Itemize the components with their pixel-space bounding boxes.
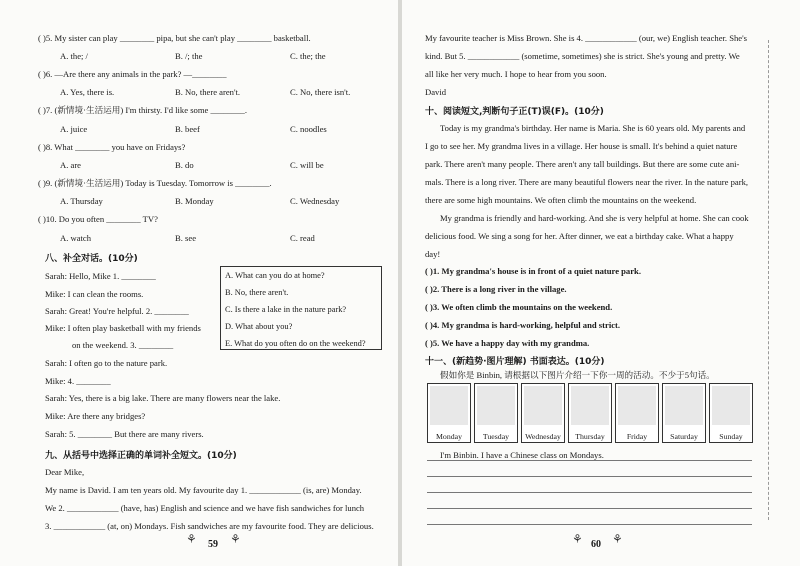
judge-statement: ( )2. There is a long river in the village. xyxy=(425,284,567,294)
question-7: ( )7. (新情境·生活运用) I'm thirsty. I'd like some ________. xyxy=(38,105,248,115)
q7-option-a: A. juice xyxy=(60,124,88,134)
day-label: Monday xyxy=(436,432,462,441)
box-option: D. What about you? xyxy=(225,322,293,331)
activity-image xyxy=(571,386,609,425)
activity-image xyxy=(430,386,468,425)
dialog-line: Mike: 4. ________ xyxy=(45,376,111,386)
q6-option-b: B. No, there aren't. xyxy=(175,87,241,97)
day-picture xyxy=(615,383,659,443)
activity-image xyxy=(712,386,750,425)
day-picture xyxy=(427,383,471,443)
activity-image xyxy=(665,386,703,425)
writing-line[interactable] xyxy=(427,476,752,477)
judge-statement: ( )4. My grandma is hard-working, helpful and strict. xyxy=(425,320,621,330)
day-label: Thursday xyxy=(575,432,605,441)
judge-statement: ( )1. My grandma's house is in front of a quiet nature park. xyxy=(425,266,641,276)
writing-line[interactable] xyxy=(427,524,752,525)
day-picture xyxy=(568,383,612,443)
writing-starter: I'm Binbin. I have a Chinese class on Mondays. xyxy=(440,450,604,460)
section-11-heading: 十一、(新趋势·图片理解) 书面表达。(10分) xyxy=(425,357,605,367)
q8-option-a: A. are xyxy=(60,160,81,170)
right-page xyxy=(402,0,800,566)
activity-image xyxy=(524,386,562,425)
question-5: ( )5. My sister can play ________ pipa, but she can't play ________ basketball. xyxy=(38,33,311,43)
day-picture xyxy=(474,383,518,443)
q6-option-c: C. No, there isn't. xyxy=(290,87,351,97)
passage-line: all like her very much. I hope to hear from you soon. xyxy=(425,69,607,79)
day-label: Tuesday xyxy=(482,432,510,441)
q9-option-b: B. Monday xyxy=(175,196,214,206)
dialog-line: Sarah: Great! You're helpful. 2. ________ xyxy=(45,306,189,316)
passage-line: kind. But 5. ____________ (sometime, sometimes) she is strict. She's young and pretty. We xyxy=(425,51,740,61)
activity-image xyxy=(477,386,515,425)
passage-line: 3. ____________ (at, on) Mondays. Fish sandwiches are my favourite food. They are delicious. xyxy=(45,521,374,531)
dialog-line: Mike: I can clean the rooms. xyxy=(45,289,144,299)
q7-option-c: C. noodles xyxy=(290,124,327,134)
q5-option-c: C. the; the xyxy=(290,51,326,61)
day-label: Wednesday xyxy=(525,432,561,441)
q5-option-b: B. /; the xyxy=(175,51,203,61)
day-label: Friday xyxy=(626,432,648,441)
q5-option-a: A. the; / xyxy=(60,51,88,61)
left-page xyxy=(0,0,398,566)
page-number: 59 xyxy=(208,539,218,550)
reading-line: delicious food. We sing a song for her. After dinner, we eat a birthday cake. What a happy xyxy=(425,231,734,241)
dialog-line: Sarah: I often go to the nature park. xyxy=(45,358,168,368)
day-picture xyxy=(662,383,706,443)
box-option: B. No, there aren't. xyxy=(225,288,289,297)
tree-ornament-icon: ⚘ xyxy=(572,532,583,546)
q7-option-b: B. beef xyxy=(175,124,200,134)
day-label: Sunday xyxy=(719,432,743,441)
reading-line: I go to see her. My grandma lives in a village. Her house is small. It's behind a quiet nature xyxy=(425,141,738,151)
writing-line[interactable] xyxy=(427,492,752,493)
reading-line: day! xyxy=(425,249,441,259)
activity-image xyxy=(618,386,656,425)
q6-option-a: A. Yes, there is. xyxy=(60,87,115,97)
q10-option-b: B. see xyxy=(175,233,197,243)
writing-line[interactable] xyxy=(427,508,752,509)
writing-line[interactable] xyxy=(427,460,752,461)
judge-statement: ( )3. We often climb the mountains on the weekend. xyxy=(425,302,613,312)
question-9: ( )9. (新情境·生活运用) Today is Tuesday. Tomorrow is ________. xyxy=(38,178,272,188)
dialog-line: Mike: I often play basketball with my friends xyxy=(45,323,201,333)
question-6: ( )6. —Are there any animals in the park? —________ xyxy=(38,69,227,79)
dialog-line: on the weekend. 3. ________ xyxy=(72,340,174,350)
dialog-line: Sarah: 5. ________ But there are many rivers. xyxy=(45,429,204,439)
passage-line: We 2. ____________ (have, has) English and science and we have fish sandwiches for lunch xyxy=(45,503,365,513)
reading-line: My grandma is friendly and hard-working. And she is very helpful at home. She can cook xyxy=(440,213,749,223)
dialog-line: Mike: Are there any bridges? xyxy=(45,411,146,421)
section-9-heading: 九、从括号中选择正确的单词补全短文。(10分) xyxy=(45,451,237,461)
section-8-heading: 八、补全对话。(10分) xyxy=(45,254,138,264)
box-option: E. What do you often do on the weekend? xyxy=(225,339,366,348)
page-number: 60 xyxy=(591,539,601,550)
tree-ornament-icon: ⚘ xyxy=(612,532,623,546)
tree-ornament-icon: ⚘ xyxy=(230,532,241,546)
reading-line: mals. There is a long river. There are many beautiful flowers near the river. In the nature park, xyxy=(425,177,749,187)
reading-line: park. There aren't many people. There aren't any tall buildings. But there are some cute ani- xyxy=(425,159,740,169)
day-picture xyxy=(709,383,753,443)
binding-margin xyxy=(768,40,772,520)
q9-option-a: A. Thursday xyxy=(60,196,103,206)
dialog-options-box xyxy=(220,266,382,350)
dialog-line: Sarah: Yes, there is a big lake. There are many flowers near the lake. xyxy=(45,393,281,403)
passage-line: Dear Mike, xyxy=(45,467,85,477)
day-label: Saturday xyxy=(670,432,698,441)
passage-line: My favourite teacher is Miss Brown. She is 4. ____________ (our, we) English teacher. She's xyxy=(425,33,747,43)
day-picture xyxy=(521,383,565,443)
box-option: A. What can you do at home? xyxy=(225,271,325,280)
passage-line: My name is David. I am ten years old. My favourite day 1. ____________ (is, are) Monday. xyxy=(45,485,362,495)
writing-instructions: 假如你是 Binbin, 请根据以下图片介绍一下你一周的活动。不少于5句话。 xyxy=(440,370,715,380)
q8-option-b: B. do xyxy=(175,160,194,170)
q10-option-c: C. read xyxy=(290,233,315,243)
q10-option-a: A. watch xyxy=(60,233,92,243)
passage-signature: David xyxy=(425,87,447,97)
tree-ornament-icon: ⚘ xyxy=(186,532,197,546)
box-option: C. Is there a lake in the nature park? xyxy=(225,305,347,314)
weekday-pictures xyxy=(427,383,751,441)
section-10-heading: 十、阅读短文,判断句子正(T)误(F)。(10分) xyxy=(425,107,604,117)
reading-line: Today is my grandma's birthday. Her name is Maria. She is 60 years old. My parents and xyxy=(440,123,746,133)
question-8: ( )8. What ________ you have on Fridays? xyxy=(38,142,186,152)
q9-option-c: C. Wednesday xyxy=(290,196,340,206)
reading-line: there are some high mountains. We often climb the mountains on the weekend. xyxy=(425,195,697,205)
q8-option-c: C. will be xyxy=(290,160,324,170)
judge-statement: ( )5. We have a happy day with my grandma. xyxy=(425,338,590,348)
dialog-line: Sarah: Hello, Mike 1. ________ xyxy=(45,271,156,281)
question-10: ( )10. Do you often ________ TV? xyxy=(38,214,158,224)
